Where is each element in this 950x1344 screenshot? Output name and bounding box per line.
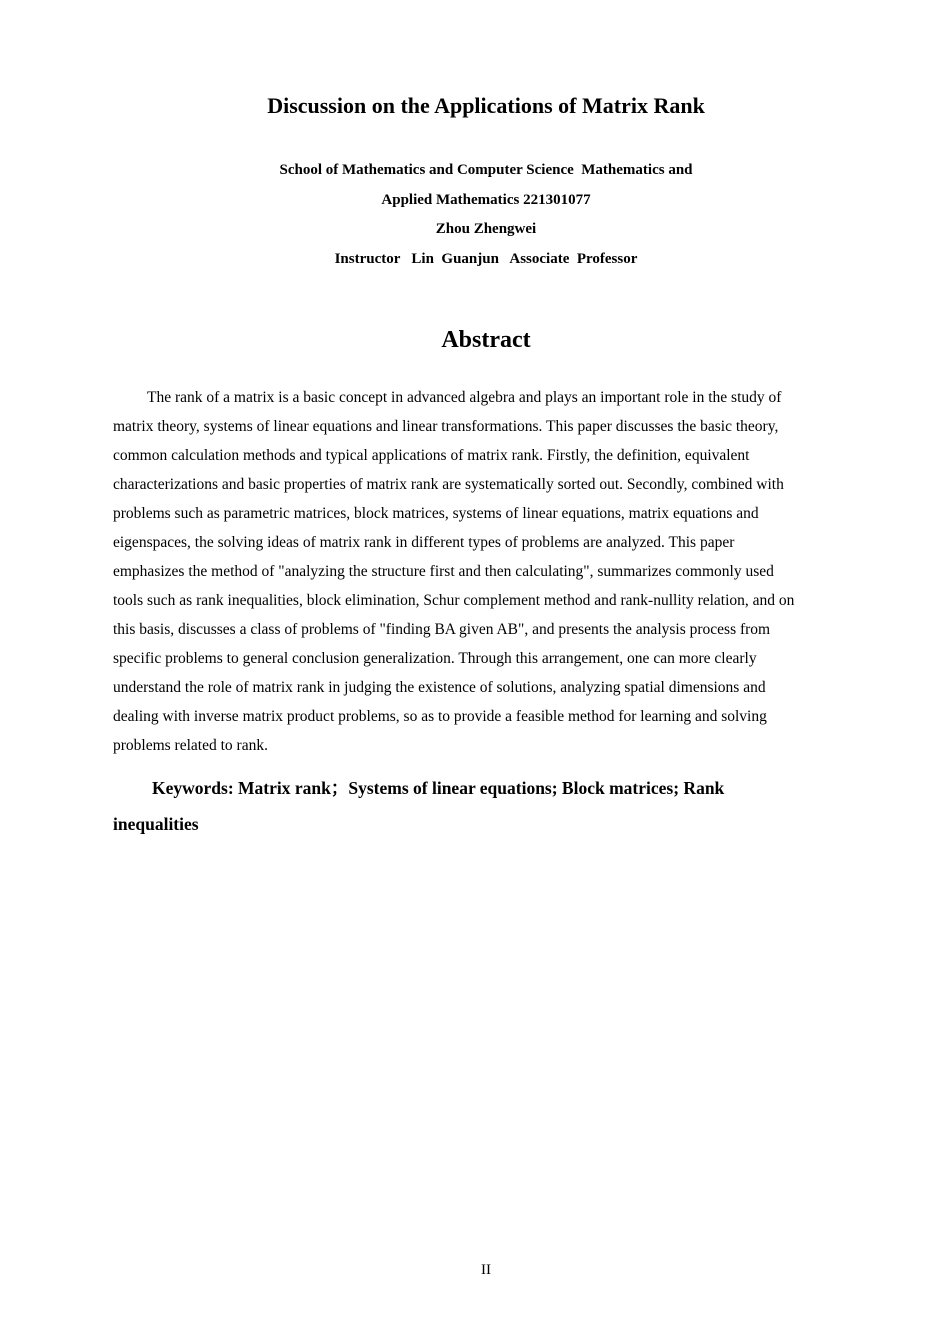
abstract-line: dealing with inverse matrix product problems, so as to provide a feasible method for learning and solving: [113, 708, 767, 725]
instructor-line: Instructor Lin Guanjun Associate Professor: [334, 250, 638, 267]
abstract-line: specific problems to general conclusion generalization. Through this arrangement, one can more clearly: [113, 650, 757, 667]
abstract-body: [113, 383, 853, 760]
keywords: [113, 770, 853, 842]
affiliation-line: Applied Mathematics 221301077: [381, 191, 591, 208]
abstract-line: emphasizes the method of "analyzing the structure first and then calculating", summarizes commonly used: [113, 563, 774, 580]
keywords-line: inequalities: [113, 814, 199, 834]
abstract-line: this basis, discusses a class of problems of "finding BA given AB", and presents the analysis process from: [113, 621, 771, 638]
abstract-line: tools such as rank inequalities, block elimination, Schur complement method and rank-nullity relation, and on: [113, 592, 795, 609]
abstract-line: characterizations and basic properties of matrix rank are systematically sorted out. Secondly, combined with: [113, 476, 784, 493]
page-number: II: [481, 1262, 491, 1278]
abstract-line: matrix theory, systems of linear equations and linear transformations. This paper discusses the basic theory,: [113, 418, 779, 435]
affiliation-line: School of Mathematics and Computer Science Mathematics and: [279, 162, 693, 178]
abstract-line: eigenspaces, the solving ideas of matrix rank in different types of problems are analyzed. This paper: [113, 534, 735, 551]
author-affiliation-block: [0, 156, 950, 274]
abstract-heading: Abstract: [441, 327, 531, 353]
keywords-line: Keywords: Matrix rank；Systems of linear equations; Block matrices; Rank: [152, 778, 725, 798]
abstract-line: The rank of a matrix is a basic concept in advanced algebra and plays an important role in the study of: [147, 389, 782, 406]
author-name: Zhou Zhengwei: [435, 221, 537, 237]
abstract-line: problems related to rank.: [113, 737, 268, 754]
paper-title: Discussion on the Applications of Matrix Rank: [267, 93, 705, 118]
abstract-line: problems such as parametric matrices, block matrices, systems of linear equations, matrix equations and: [113, 505, 759, 522]
abstract-line: common calculation methods and typical applications of matrix rank. Firstly, the definition, equivalent: [113, 447, 750, 464]
abstract-line: understand the role of matrix rank in judging the existence of solutions, analyzing spatial dimensions and: [113, 679, 766, 696]
